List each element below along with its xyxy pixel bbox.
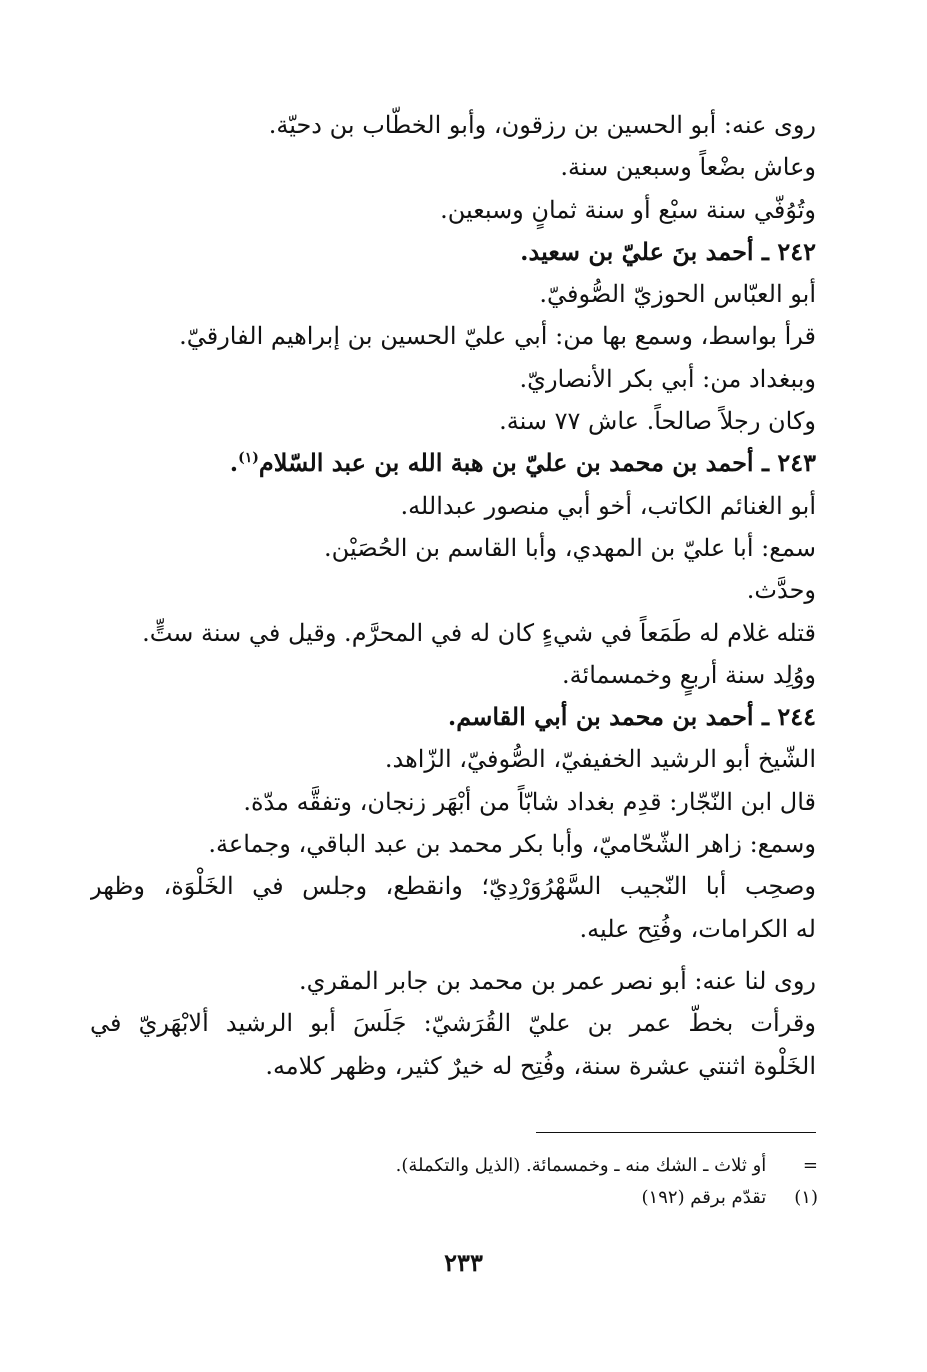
entry-heading-244: ٢٤٤ ـ أحمد بن محمد بن أبي القاسم. [447,702,816,732]
footnote-continuation-mark: = [802,1155,818,1176]
text-line: روى لنا عنه: أبو نصر عمر بن محمد بن جابر المقري. [299,966,816,995]
text-line: أبو العبّاس الحوزيّ الصُّوفيّ. [539,280,816,309]
text-line: وسمع: زاهر الشّحّاميّ، وأبا بكر محمد بن عبد الباقي، وجماعة. [208,830,816,859]
text-line: وتُوُفّي سنة سبْع أو سنة ثمانٍ وسبعين. [440,195,816,224]
footnotes [90,1150,818,1214]
footnote-1-mark: (١) [794,1187,818,1208]
page-number: ٢٣٣ [444,1248,483,1277]
text-line: قرأ بواسط، وسمع بها من: أبي عليّ الحسين بن إبراهيم الفارقيّ. [179,322,816,351]
footnote-continuation [90,1150,818,1182]
text-line: وكان رجلاً صالحاً. عاش ٧٧ سنة. [499,407,816,436]
footnote-ref: (١) [238,450,259,467]
text-line: قتله غلام له طَمَعاً في شيءٍ كان له في المحرَّم. وقيل في سنة ستٍّ. [142,618,816,647]
text-line: وعاش بضْعاً وسبعين سنة. [560,153,816,182]
text-line: قال ابن النّجّار: قدِم بغداد شابّاً من أبْهَر زنجان، وتفقَّه مدّة. [243,787,816,816]
footnote-1-text: تقدّم برقم (١٩٢) [641,1187,767,1208]
entry-heading-243 [90,442,816,484]
entry-heading-242: ٢٤٢ ـ أحمد بنَ عليّ بن سعيد. [520,236,816,266]
text-line: أبو الغنائم الكاتب، أخو أبي منصور عبدالله. [400,491,816,520]
footnote-divider [536,1132,816,1133]
heading-period: . [229,448,239,478]
footnote-continuation-text: أو ثلاث ـ الشك منه ـ وخمسمائة. (الذيل والتكملة). [395,1155,767,1176]
text-line: الشّيخ أبو الرشيد الخفيفيّ، الصُّوفيّ، الزّاهد. [384,745,816,774]
text-line: وصحِب أبا النّجيب السَّهْرُوَرْدِيّ؛ وانقطع، وجلس في الخَلْوَة، وظهر [90,872,816,901]
text-line: روى عنه: أبو الحسين بن رزقون، وأبو الخطّاب بن دحيّة. [268,111,816,139]
text-line: وببغداد من: أبي بكر الأنصاريّ. [519,364,816,393]
main-text [90,104,816,1087]
text-line: وحدَّث. [746,576,816,605]
footnote-1 [90,1182,818,1214]
text-line: وقرأت بخطّ عمر بن عليّ القُرَشيّ: جَلَسَ أبو الرشيد ألابْهَريّ في [90,1009,816,1038]
text-line: الخَلْوة اثنتي عشرة سنة، وفُتِح له خيرٌ كثير، وظهر كلامه. [265,1051,816,1080]
text-line: له الكرامات، وفُتِح عليه. [579,914,816,943]
text-line: ووُلِد سنة أربعٍ وخمسمائة. [562,660,816,689]
entry-heading-243-text: ٢٤٣ ـ أحمد بن محمد بن عليّ بن هبة الله بن عبد السّلام [258,448,816,478]
text-line: سمع: أبا عليّ بن المهدي، وأبا القاسم بن الحُصَيْن. [324,533,816,562]
